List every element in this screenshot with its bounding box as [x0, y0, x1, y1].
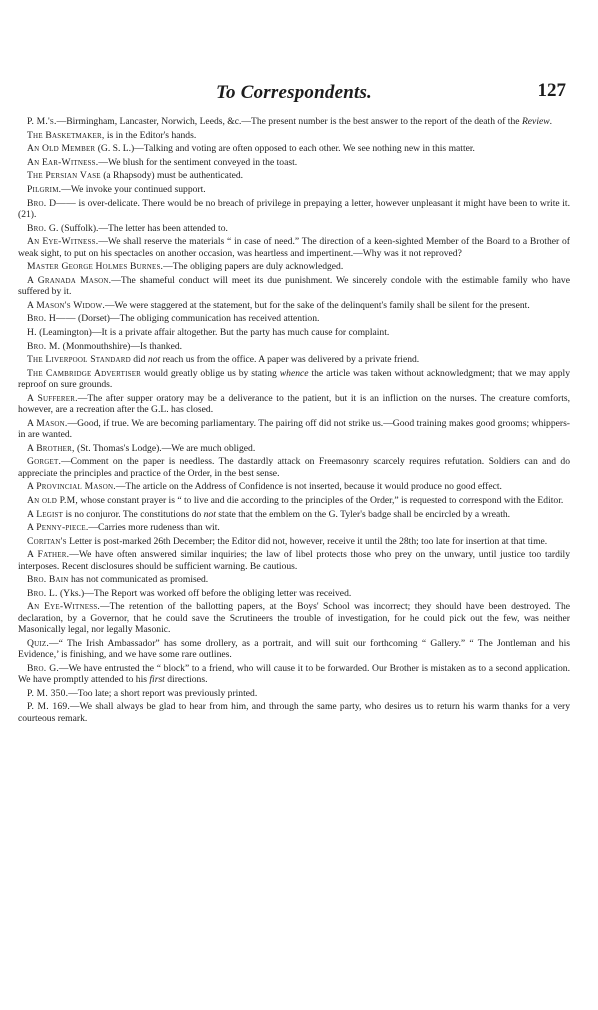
correspondent-name: Gorget. — [27, 456, 62, 468]
notice-text: —The shameful conduct will meet its due punishment. We sincerely condole with the estimable family who have suffered by it. — [18, 274, 570, 298]
correspondent-name: The Cambridge Advertiser — [27, 367, 142, 379]
notice-text-tail: . — [549, 116, 553, 127]
correspondent-name: An Eye-Witness. — [27, 601, 101, 613]
correspondent-name: P. M. 350. — [27, 687, 69, 699]
notice-entry — [18, 143, 570, 154]
notice-text-tail: directions. — [164, 674, 208, 686]
notice-entry — [18, 223, 570, 234]
notice-entry — [18, 549, 570, 572]
correspondent-name: A Brother, — [27, 442, 75, 454]
notice-entry — [18, 509, 570, 520]
notice-entry — [18, 393, 570, 416]
correspondent-name: An Ear-Witness. — [27, 156, 99, 168]
notice-entry — [18, 275, 570, 298]
notice-text: (Monmouthshire)—Is thanked. — [60, 340, 183, 352]
notice-entry — [18, 443, 570, 454]
notice-text: —Carries more rudeness than wit. — [88, 522, 220, 534]
correspondent-name: Bro. M. — [27, 340, 61, 352]
notice-text: —Good, if true. We are becoming parliamentary. The pairing off did not strike us.—Good training makes good grooms; whippers-in are wanted. — [18, 417, 570, 441]
notice-emphasis: whence — [279, 367, 309, 379]
notice-text: (Dorset)—The obliging communication has received attention. — [75, 313, 320, 325]
notice-text: —We were staggered at the statement, but for the sake of the delinquent's family shall be silent for the present. — [104, 299, 530, 311]
correspondent-name: A Mason's Widow. — [27, 299, 105, 311]
notice-text: —We have often answered similar inquiries; the law of libel protects those who prey on the unwary, until justice too tardily interposes. Recent disclosures should be sufficient warning. Be cautious. — [18, 549, 570, 572]
notice-entry — [18, 130, 570, 141]
correspondent-name: Quiz. — [27, 637, 49, 649]
correspondent-name: P. M. 169. — [27, 701, 70, 713]
notice-entry — [18, 688, 570, 699]
notice-entry — [18, 481, 570, 492]
notice-entry — [18, 313, 570, 324]
correspondent-name: Master George Holmes Burnes. — [27, 261, 164, 273]
notice-text: is in the Editor's hands. — [104, 129, 197, 141]
notice-entry — [18, 418, 570, 441]
notice-text: —Comment on the paper is needless. The dastardly attack on Freemasonry scarcely requires refutation. Soldiers can and do appreciate the principles and practice of the Order, in the best sense. — [18, 456, 570, 479]
notice-text: —“ The Irish Ambassador” has some drollery, as a portrait, and will suit our forthcoming “ Gallery.” “ The Jontleman and his Evidence,’ is finishing, and we have some rare outlines. — [18, 637, 570, 661]
notice-entry — [18, 261, 570, 272]
notice-entry — [18, 170, 570, 181]
correspondent-name: The Basketmaker, — [27, 129, 105, 141]
correspondent-name: A Father. — [27, 549, 70, 561]
notice-text: —The retention of the ballotting papers, at the Boys' School was incorrect; they should have been destroyed. The declaration, by a Governor, that he could save the Scrutineers the trouble of investigation, for he could pick out the few, was neither Masonically legal, nor legally Masonic. — [18, 601, 570, 636]
notice-entry — [18, 701, 570, 724]
notice-text: —Birmingham, Lancaster, Norwich, Leeds, &c.—The present number is the best answer to the report of the death of the — [56, 116, 522, 127]
notice-entry — [18, 522, 570, 533]
notice-text: (a Rhapsody) must be authenticated. — [100, 170, 244, 182]
correspondent-name: A Mason. — [27, 417, 68, 429]
notice-entry — [18, 663, 570, 686]
notice-entry — [18, 574, 570, 585]
notice-text: (Yks.)—The Report was worked off before the obliging letter was received. — [57, 587, 352, 599]
correspondent-name: An Eye-Witness. — [27, 236, 99, 248]
notice-text: —The after supper oratory may be a deliverance to the patient, but it is an infliction on the nurses. The creature comforts, however, are a recreation after the G.L. has closed. — [18, 392, 570, 416]
notice-entry — [18, 601, 570, 635]
correspondent-name: A Granada Mason. — [27, 274, 112, 286]
notice-entry — [18, 184, 570, 195]
notice-text: —We have entrusted the “ block” to a friend, who will cause it to be forwarded. Our Brother is mistaken as to a second application. We have promptly attended to his — [18, 662, 570, 686]
notice-text: —The obliging papers are duly acknowledged. — [163, 261, 344, 273]
notice-entry — [18, 638, 570, 661]
notice-entry — [18, 588, 570, 599]
correspondent-name: An old P.M, — [27, 494, 78, 506]
notice-emphasis: not — [203, 508, 216, 520]
correspondent-name: Bro. Bain — [27, 574, 69, 586]
notice-entry — [18, 341, 570, 352]
notice-text: —We invoke your continued support. — [61, 183, 206, 195]
correspondent-name: Bro. D—— — [27, 197, 76, 209]
notice-text-tail: state that the emblem on the G. Tyler's badge shall be encircled by a wreath. — [215, 508, 511, 520]
running-header — [18, 80, 570, 110]
correspondent-name: Coritan's — [27, 535, 67, 547]
correspondent-name: The Liverpool Standard — [27, 354, 131, 366]
notice-entry — [18, 157, 570, 168]
notice-text: —The article on the Address of Confidence is not inserted, because it would produce no good effect. — [115, 481, 502, 493]
notice-text: —We shall reserve the materials “ in case of need.” The direction of a keen-sighted Member of the Board to a Brother of weak sight, to put on his spectacles on another occasion, was heartless and impertinent.—Why was it not reproved? — [18, 236, 570, 259]
notice-entry — [18, 198, 570, 221]
notice-entry — [18, 456, 570, 479]
notice-text-tail: the article was taken without acknowledgment; that we may apply reproof on sure grounds. — [18, 367, 570, 391]
notice-entry — [18, 536, 570, 547]
notice-entry — [18, 236, 570, 259]
correspondent-name: Bro. H—— — [27, 313, 76, 325]
correspondents-notices — [18, 116, 570, 976]
notice-text: is no conjuror. The constitutions do — [63, 508, 204, 520]
correspondent-name: Bro. L. — [27, 587, 58, 599]
correspondent-name: A Sufferer. — [27, 392, 78, 404]
correspondent-name: Bro. G. — [27, 222, 59, 234]
correspondent-name: An Old Member — [27, 143, 96, 155]
correspondent-name: A Provincial Mason. — [27, 481, 116, 493]
notice-entry — [18, 327, 570, 338]
notice-text: (St. Thomas's Lodge).—We are much obliged. — [74, 442, 256, 454]
page-title: To Correspondents. — [216, 82, 372, 103]
notice-text: has not communicated as promised. — [68, 574, 209, 586]
correspondent-name: Pilgrim. — [27, 183, 62, 195]
notice-entry — [18, 368, 570, 391]
notice-entry — [18, 116, 570, 127]
notice-text: whose constant prayer is “ to live and die according to the principles of the Order,” is requested to correspond with the Editor. — [77, 494, 564, 506]
notice-entry — [18, 300, 570, 311]
notice-emphasis: Review — [521, 116, 550, 127]
notice-text: Letter is post-marked 26th December; the Editor did not, however, receive it until the 28th; too late for insertion at that time. — [66, 535, 548, 547]
page-number: 127 — [537, 80, 566, 101]
correspondent-name: The Persian Vase — [27, 170, 101, 182]
notice-entry — [18, 495, 570, 506]
notice-text: (G. S. L.)—Talking and voting are often opposed to each other. We see nothing new in this matter. — [95, 143, 475, 155]
correspondent-name: P. M.'s. — [27, 116, 57, 127]
notice-entry — [18, 354, 570, 365]
correspondent-name: A Legist — [27, 508, 64, 520]
notice-text: would greatly oblige us by stating — [141, 367, 280, 379]
notice-text: —We shall always be glad to hear from him, and through the same party, who desires us to return his warm thanks for a very courteous remark. — [18, 701, 570, 724]
notice-text: —We blush for the sentiment conveyed in the toast. — [98, 156, 298, 168]
notice-text: (Suffolk).—The letter has been attended to. — [58, 222, 228, 234]
notice-text: did — [130, 354, 148, 366]
notice-text: (Leamington)—It is a private affair altogether. But the party has much cause for complaint. — [36, 326, 390, 338]
notice-emphasis: not — [147, 354, 161, 366]
correspondent-name: H. — [27, 326, 37, 338]
notice-text: is over-delicate. There would be no breach of privilege in prepaying a letter, however unpleasant it might have been to write it. (21). — [18, 197, 570, 220]
correspondent-name: A Penny-piece. — [27, 522, 89, 534]
correspondent-name: Bro. G. — [27, 662, 59, 674]
notice-text: —Too late; a short report was previously printed. — [68, 687, 258, 699]
notice-text-tail: reach us from the office. A paper was delivered by a private friend. — [160, 354, 420, 366]
notice-emphasis: first — [149, 674, 165, 686]
